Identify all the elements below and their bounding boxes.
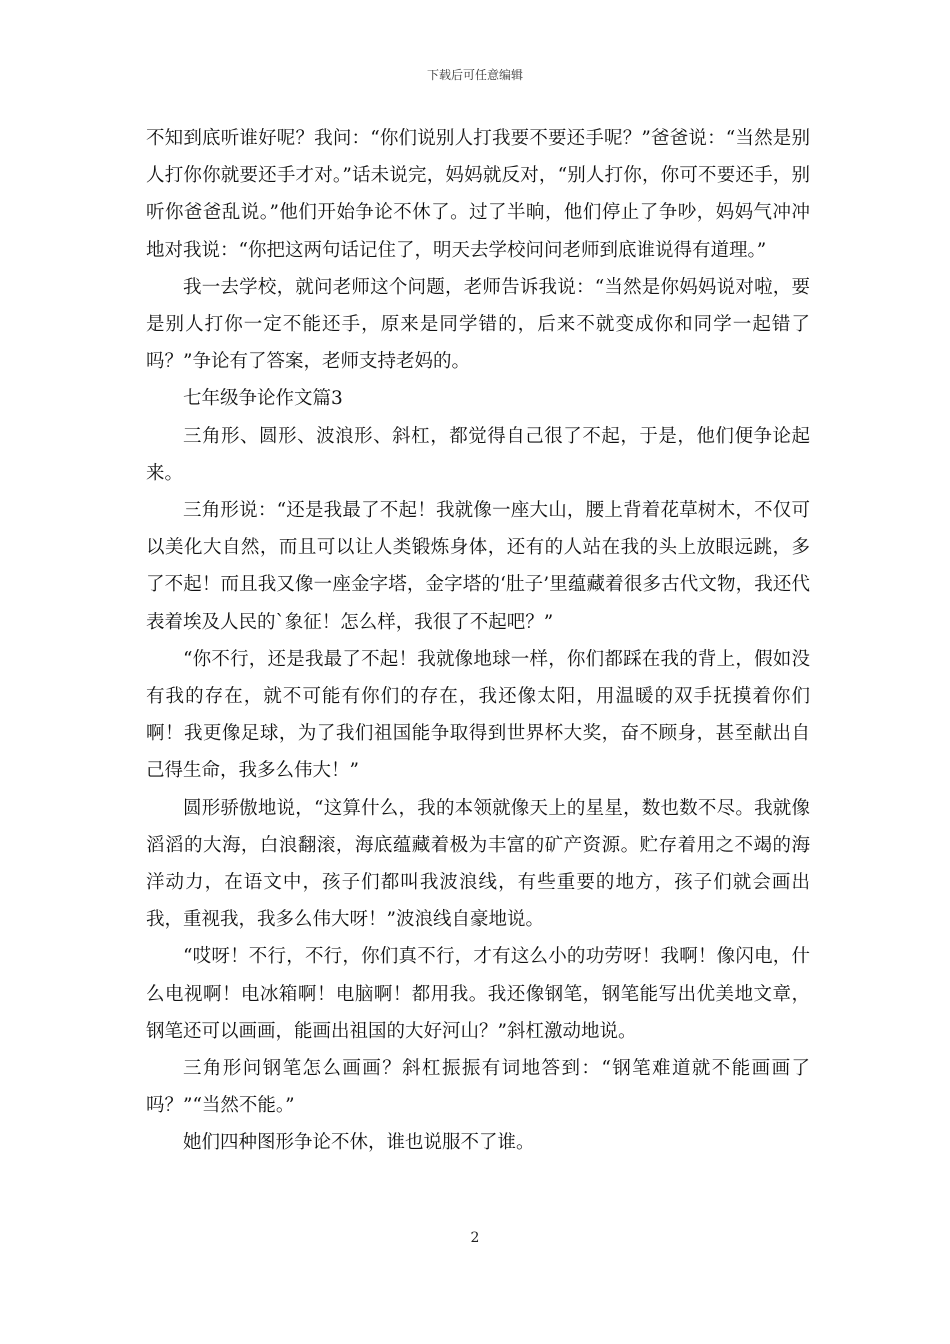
- paragraph-2: 我一去学校，就问老师这个问题，老师告诉我说：“当然是你妈妈说对啦，要是别人打你一定不能还手，原来是同学错的，后来不就变成你和同学一起错了吗？”争论有了答案，老师支持老妈的。: [146, 276, 810, 373]
- page-header: 下载后可任意编辑: [426, 68, 523, 82]
- paragraph-4: 三角形说：“还是我最了不起！我就像一座大山，腰上背着花草树木，不仅可以美化大自然，而且可以让人类锻炼身体，还有的人站在我的头上放眼远跳，多了不起！而且我又像一座金字塔，金字塔的‘肚子’里蕴藏着很多古代文物，我还代表着埃及人民的`象征！怎么样，我很了不起吧？”: [146, 500, 810, 633]
- paragraph-1: 不知到底听谁好呢？我问：“你们说别人打我要不要还手呢？”爸爸说：“当然是别人打你你就要还手才对。”话未说完，妈妈就反对，“别人打你，你可不要还手，别听你爸爸乱说。”他们开始争论不休了。过了半晌，他们停止了争吵，妈妈气冲冲地对我说：“你把这两句话记住了，明天去学校问问老师到底谁说得有道理。”: [146, 128, 810, 261]
- page-number: 2: [470, 1230, 480, 1246]
- paragraph-5: “你不行，还是我最了不起！我就像地球一样，你们都踩在我的背上，假如没有我的存在，就不可能有你们的存在，我还像太阳，用温暖的双手抚摸着你们啊！我更像足球，为了我们祖国能争取得到世界杯大奖，奋不顾身，甚至献出自己得生命，我多么伟大！”: [146, 648, 810, 782]
- document-body: [146, 120, 810, 1162]
- section-heading: 七年级争论作文篇3: [183, 388, 343, 410]
- paragraph-8: 三角形问钢笔怎么画画？斜杠振振有词地答到：“钢笔难道就不能画画了吗？”“当然不能。”: [146, 1058, 810, 1117]
- paragraph-3: 三角形、圆形、波浪形、斜杠，都觉得自己很了不起，于是，他们便争论起来。: [146, 425, 810, 484]
- paragraph-7: “哎呀！不行，不行，你们真不行，才有这么小的功劳呀！我啊！像闪电，什么电视啊！电冰箱啊！电脑啊！都用我。我还像钢笔，钢笔能写出优美地文章，钢笔还可以画画，能画出祖国的大好河山？”斜杠激动地说。: [146, 946, 810, 1042]
- paragraph-6: 圆形骄傲地说，“这算什么，我的本领就像天上的星星，数也数不尽。我就像滔滔的大海，白浪翻滚，海底蕴藏着极为丰富的矿产资源。贮存着用之不竭的海洋动力，在语文中，孩子们都叫我波浪线，有些重要的地方，孩子们就会画出我，重视我，我多么伟大呀！”波浪线自豪地说。: [146, 797, 810, 931]
- paragraph-9: 她们四种图形争论不休，谁也说服不了谁。: [183, 1132, 535, 1154]
